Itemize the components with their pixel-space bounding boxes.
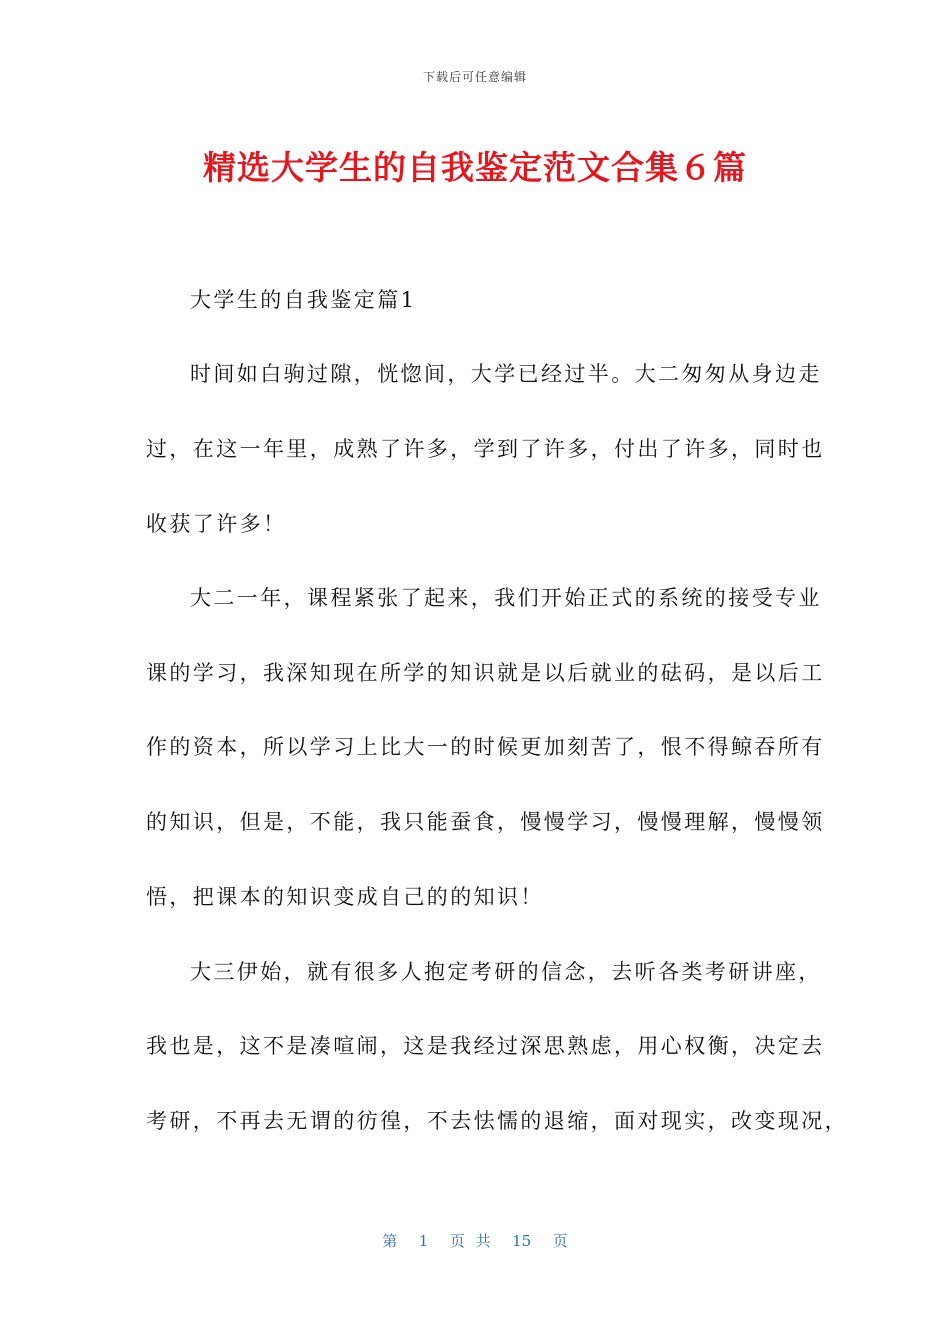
paragraph-line: 时间如白驹过隙，恍惚间，大学已经过半。大二匆匆从身边走	[190, 362, 822, 386]
paragraph-line: 考研，不再去无谓的彷徨，不去怯懦的退缩，面对现实，改变现况，	[146, 1109, 848, 1133]
paragraph-line: 悟，把课本的知识变成自己的的知识！	[146, 885, 544, 909]
paragraph-line: 大二一年，课程紧张了起来，我们开始正式的系统的接受专业	[190, 586, 822, 610]
paragraph-line: 过，在这一年里，成熟了许多，学到了许多，付出了许多，同时也	[146, 437, 825, 461]
document-title: 精选大学生的自我鉴定范文合集６篇	[203, 148, 747, 187]
paragraph-line: 课的学习，我深知现在所学的知识就是以后就业的砝码，是以后工	[146, 661, 825, 685]
page-footer: 第 1 页 共 15 页	[382, 1232, 568, 1250]
paragraph-line: 作的资本，所以学习上比大一的时候更加刻苦了，恨不得鲸吞所有	[146, 735, 825, 759]
paragraph-line: 的知识，但是，不能，我只能蚕食，慢慢学习，慢慢理解，慢慢领	[146, 810, 825, 834]
paragraph-line: 大三伊始，就有很多人抱定考研的信念，去听各类考研讲座，	[190, 960, 822, 984]
header-note: 下载后可任意编辑	[422, 70, 527, 84]
paragraph-line: 收获了许多！	[146, 512, 287, 536]
paragraph-line: 我也是，这不是凑喧闹，这是我经过深思熟虑，用心权衡，决定去	[146, 1034, 825, 1058]
section-heading: 大学生的自我鉴定篇1	[190, 288, 417, 312]
